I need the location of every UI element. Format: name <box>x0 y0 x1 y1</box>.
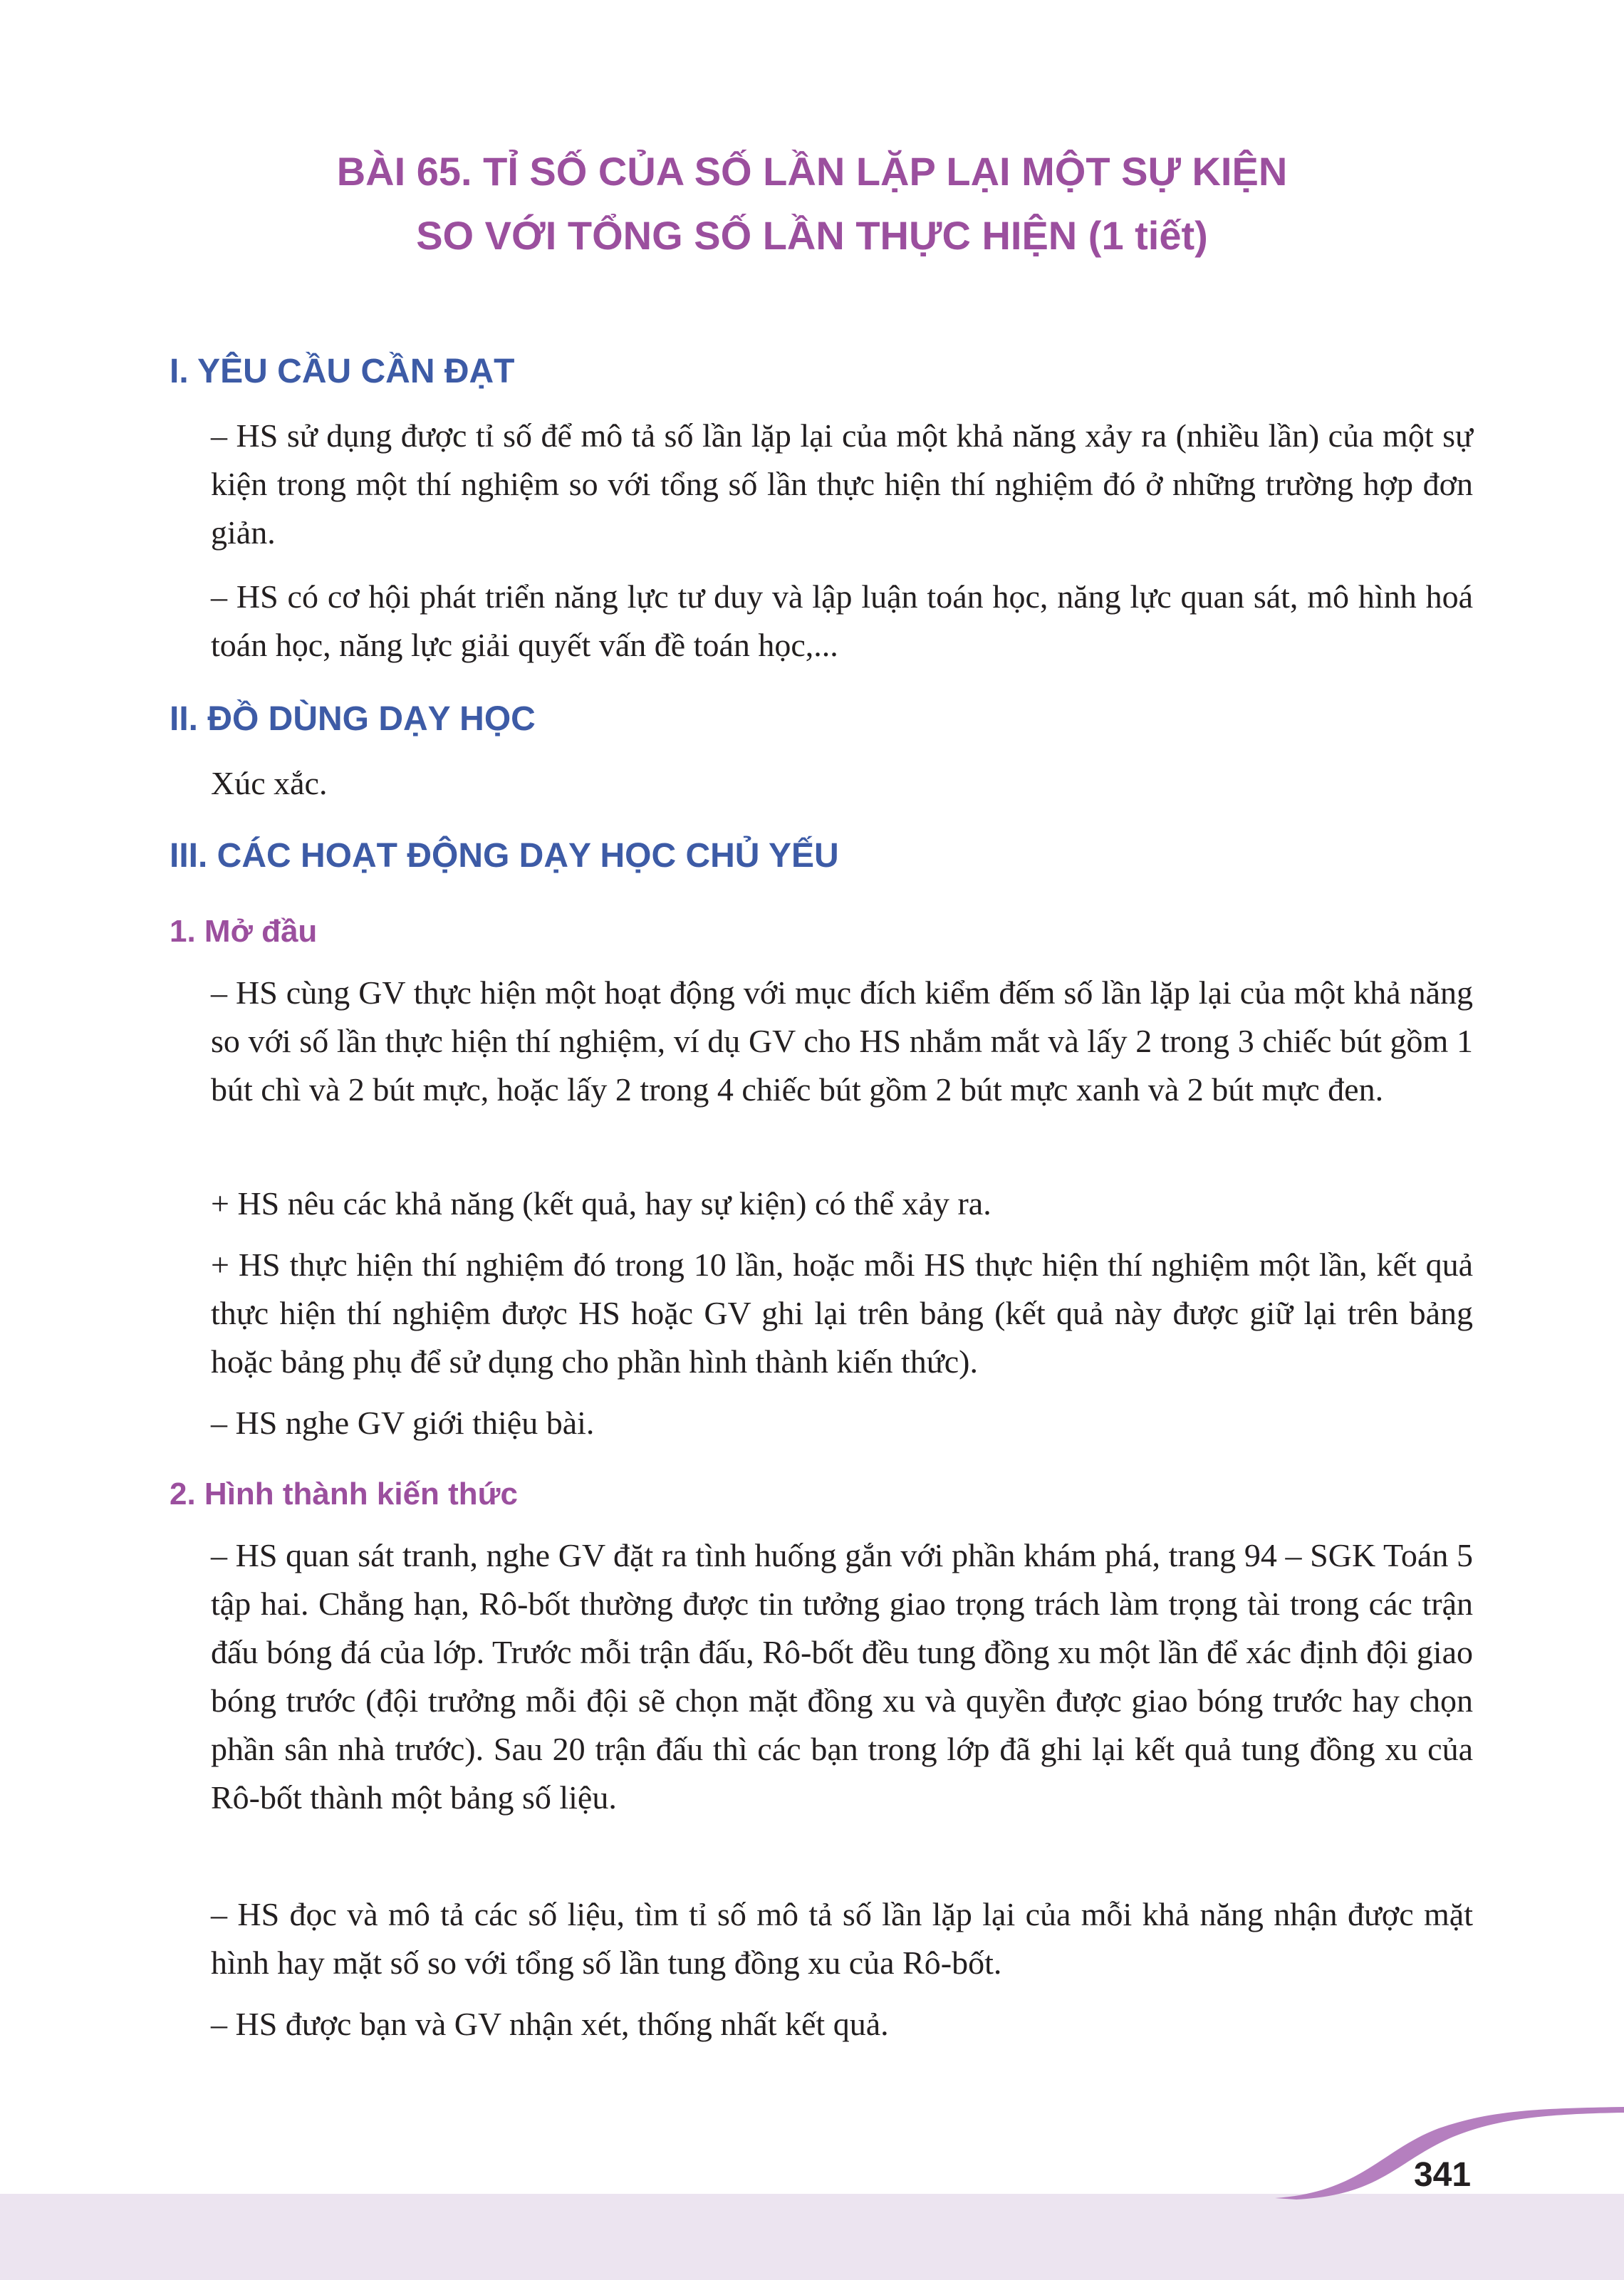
page-number: 341 <box>1413 2156 1472 2194</box>
materials-paragraph: Xúc xắc. <box>211 765 328 801</box>
section-heading-requirements: I. YÊU CẦU CẦN ĐẠT <box>170 353 515 390</box>
knowledge-paragraph-2: – HS đọc và mô tả các số liệu, tìm tỉ số mô tả số lần lặp lại của mỗi khả năng nhận được mặt hình hay mặt số so với tổng số lần tung đồng xu của Rô-bốt. <box>211 1896 1473 1981</box>
intro-paragraph-4: – HS nghe GV giới thiệu bài. <box>211 1405 595 1441</box>
section-heading-materials: II. ĐỒ DÙNG DẠY HỌC <box>170 700 536 738</box>
intro-paragraph-1: – HS cùng GV thực hiện một hoạt động với mục đích kiểm đếm số lần lặp lại của một khả năng so với số lần thực hiện thí nghiệm, ví dụ GV cho HS nhắm mắt và lấy 2 trong 3 chiếc bút gồm 1 bút chì và 2 bút mực, hoặc lấy 2 trong 4 chiếc bút gồm 2 bút mực xanh và 2 bút mực đen. <box>211 974 1473 1108</box>
intro-paragraph-2: + HS nêu các khả năng (kết quả, hay sự kiện) có thể xảy ra. <box>211 1185 991 1222</box>
section-heading-activities: III. CÁC HOẠT ĐỘNG DẠY HỌC CHỦ YẾU <box>170 837 839 875</box>
lesson-title-line-2: SO VỚI TỔNG SỐ LẦN THỰC HIỆN (1 tiết) <box>416 213 1208 258</box>
subsection-heading-intro: 1. Mở đầu <box>170 914 318 949</box>
requirements-paragraph-2: – HS có cơ hội phát triển năng lực tư duy và lập luận toán học, năng lực quan sát, mô hình hoá toán học, năng lực giải quyết vấn đề toán học,... <box>211 578 1473 663</box>
subsection-heading-knowledge: 2. Hình thành kiến thức <box>170 1477 519 1511</box>
knowledge-paragraph-3: – HS được bạn và GV nhận xét, thống nhất kết quả. <box>211 2006 889 2042</box>
lesson-title <box>0 140 1624 268</box>
lesson-title-line-1: BÀI 65. TỈ SỐ CỦA SỐ LẦN LẶP LẠI MỘT SỰ KIỆN <box>336 149 1288 194</box>
requirements-paragraph-1: – HS sử dụng được tỉ số để mô tả số lần lặp lại của một khả năng xảy ra (nhiều lần) của một sự kiện trong một thí nghiệm so với tổng số lần thực hiện thí nghiệm đó ở những trường hợp đơn giản. <box>211 417 1473 551</box>
knowledge-paragraph-1: – HS quan sát tranh, nghe GV đặt ra tình huống gắn với phần khám phá, trang 94 – SGK Toán 5 tập hai. Chẳng hạn, Rô-bốt thường được tin tưởng giao trọng trách làm trọng tài trong các trận đấu bóng đá của lớp. Trước mỗi trận đấu, Rô-bốt đều tung đồng xu một lần để xác định đội giao bóng trước (đội trưởng mỗi đội sẽ chọn mặt đồng xu và quyền được giao bóng trước hay chọn phần sân nhà trước). Sau 20 trận đấu thì các bạn trong lớp đã ghi lại kết quả tung đồng xu của Rô-bốt thành một bảng số liệu. <box>211 1537 1473 1816</box>
intro-paragraph-3: + HS thực hiện thí nghiệm đó trong 10 lần, hoặc mỗi HS thực hiện thí nghiệm một lần, kết quả thực hiện thí nghiệm được HS hoặc GV ghi lại trên bảng (kết quả này được giữ lại trên bảng hoặc bảng phụ để sử dụng cho phần hình thành kiến thức). <box>211 1246 1473 1380</box>
footer-band <box>0 2194 1624 2280</box>
